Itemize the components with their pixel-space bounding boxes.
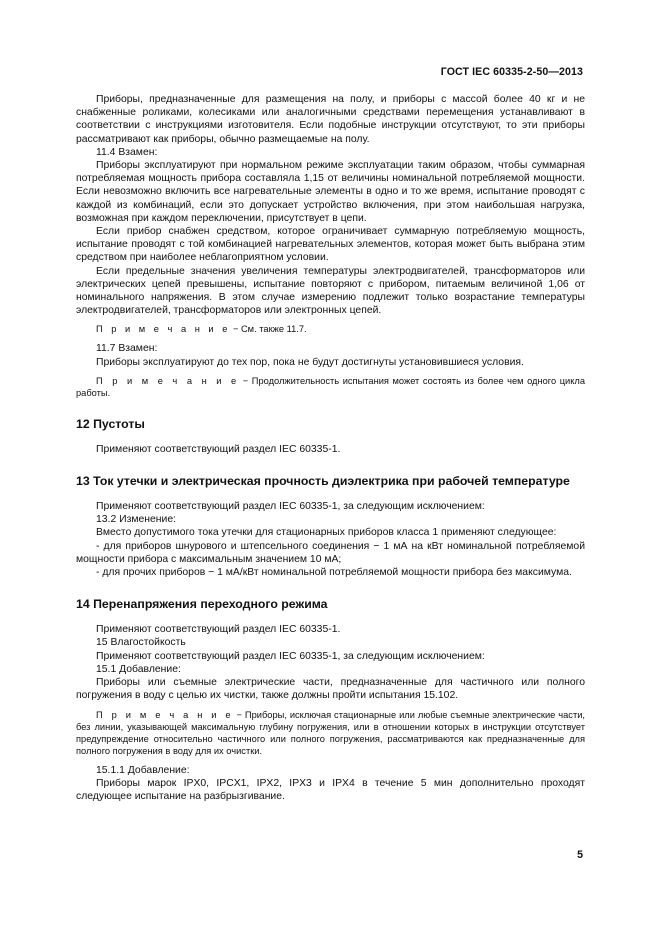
note — [76, 323, 585, 335]
note-label: П р и м е ч а н и е — [96, 324, 231, 335]
paragraph — [76, 777, 585, 803]
paragraph-text: Приборы или съемные электрические части, предназначенные для частичного или полного погружения в воду с целью их чистки, также должны пройти испытания 15.102. — [76, 677, 585, 702]
section-heading-14: 14 Перенапряжения переходного режима — [76, 597, 328, 612]
list-item — [76, 566, 585, 579]
paragraph — [76, 623, 585, 636]
note-text: − Приборы, исключая стационарные или любые съемные электрические части, без линии, указывающей максимальную глубину погружения, или в отношении которых в инструкции отсутствует предупреждение относительно частичного или полного погружения, рассматриваются как предназначенные для полного погружения в воду для их очистки. — [76, 709, 585, 756]
clause-ref-text: 11.7 Взамен: — [96, 343, 158, 355]
clause-ref — [76, 764, 585, 777]
paragraph — [76, 676, 585, 702]
note-label: П р и м е ч а н и е — [96, 709, 234, 720]
paragraph-text: Применяют соответствующий раздел IEC 60335-1. — [96, 624, 341, 636]
paragraph-text: Приборы, предназначенные для размещения на полу, и приборы с массой более 40 кг и не снабженные роликами, колесиками или аналогичными средствами перемещения устанавливают в соответствии с инструкциями изготовителя. Если подобные инструкции отсутствуют, то эти приборы рассматривают как приборы, обычно размещаемые на полу. — [76, 94, 585, 145]
paragraph-text: Применяют соответствующий раздел IEC 60335-1, за следующим исключением: — [96, 501, 485, 513]
section-heading-12: 12 Пустоты — [76, 416, 145, 431]
section-title-15 — [76, 636, 585, 649]
clause-ref-text: 11.4 Взамен: — [96, 146, 158, 158]
section-heading-13: 13 Ток утечки и электрическая прочность диэлектрика при рабочей температуре — [76, 474, 570, 489]
list-item-text: - для прочих приборов − 1 мА/кВт номинальной потребляемой мощности прибора без максимума. — [96, 567, 572, 579]
paragraph-text: Приборы эксплуатируют до тех пор, пока не будут достигнуты установившиеся условия. — [96, 356, 524, 368]
paragraph — [76, 443, 585, 456]
paragraph-text: Вместо допустимого тока утечки для стационарных приборов класса 1 применяют следующее: — [96, 527, 557, 539]
paragraph-text: Если предельные значения увеличения температуры электродвигателей, трансформаторов или электрических цепей превышены, испытание повторяют с прибором, питаемым величиной 1,06 от номинального напряжения. В этом случае измерению подлежит только возрастание температуры электродвигателей, трансформаторов или электронных цепей. — [76, 265, 585, 317]
page-content — [76, 93, 585, 803]
note — [76, 709, 585, 757]
clause-ref-text: 13.2 Изменение: — [96, 514, 176, 526]
paragraph — [76, 225, 585, 265]
clause-ref-text: 15.1 Добавление: — [96, 663, 181, 675]
paragraph — [76, 265, 585, 318]
paragraph-text: Применяют соответствующий раздел IEC 60335-1. — [96, 443, 341, 455]
note — [76, 375, 585, 399]
paragraph — [76, 159, 585, 225]
paragraph-text: Приборы эксплуатируют при нормальном режиме эксплуатации таким образом, чтобы суммарная потребляемая мощность прибора составляла 1,15 от величины номинальной потребляемой мощности. Если невозможно включить все нагревательные элементы в одно и то же время, испытание проводят с каждой из комбинаций, если это допускает устройство включения, при этом наибольшая нагрузка, возможная при каждом переключении, присутствует в цепи. — [76, 160, 585, 224]
paragraph — [76, 93, 585, 146]
paragraph-text: Приборы марок IPX0, IPCX1, IPX2, IPX3 и IPX4 в течение 5 мин дополнительно проходят следующее испытание на разбрызгивание. — [76, 777, 585, 802]
clause-ref — [76, 663, 585, 676]
section-title-text: 15 Влагостойкость — [96, 637, 186, 649]
clause-ref-text: 15.1.1 Добавление: — [96, 764, 190, 776]
list-item — [76, 540, 585, 566]
paragraph — [76, 526, 585, 539]
standard-header: ГОСТ IEC 60335-2-50—2013 — [440, 66, 583, 78]
paragraph — [76, 650, 585, 663]
paragraph-text: Если прибор снабжен средством, которое ограничивает суммарную потребляемую мощность, испытание проводят с той комбинацией нагревательных элементов, которая может быть выбрана этим средством при наиболее неблагоприятном условии. — [76, 226, 585, 264]
note-text: − Продолжительность испытания может состоять из более чем одного цикла работы. — [76, 375, 585, 398]
note-label: П р и м е ч а н и е — [96, 375, 240, 386]
paragraph-text: Применяют соответствующий раздел IEC 60335-1, за следующим исключением: — [96, 650, 485, 662]
clause-ref — [76, 146, 585, 159]
paragraph — [76, 356, 585, 369]
page-number: 5 — [577, 849, 583, 861]
clause-ref — [76, 342, 585, 355]
paragraph — [76, 500, 585, 513]
note-text: − См. также 11.7. — [230, 324, 307, 335]
list-item-text: - для приборов шнурового и штепсельного соединения − 1 мА на кВт номинальной потребляемой мощности прибора с максимальным значением 10 мА; — [76, 540, 585, 565]
clause-ref — [76, 513, 585, 526]
